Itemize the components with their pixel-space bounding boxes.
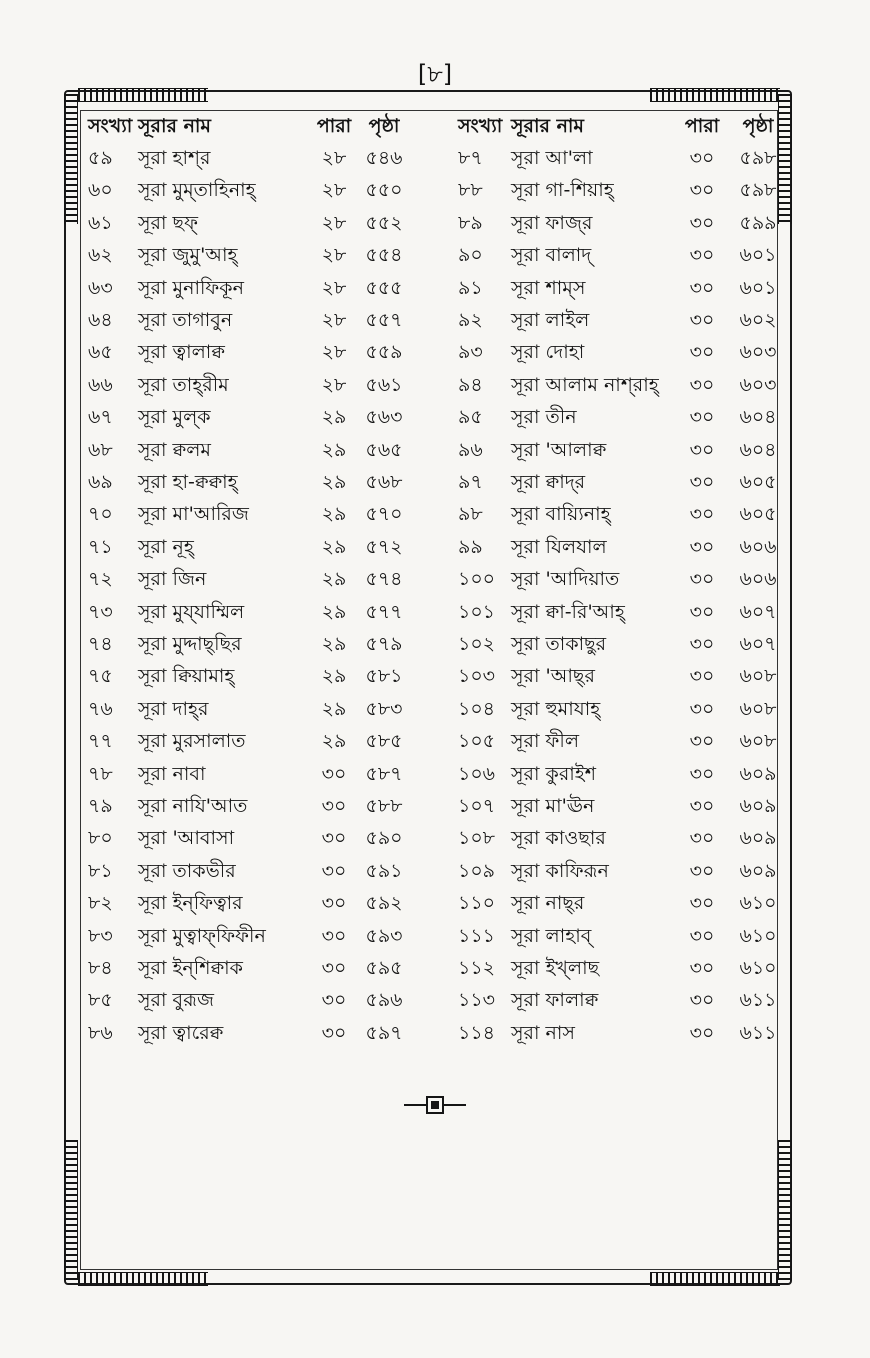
table-row — [0, 725, 870, 757]
surah-name: সূরা কাওছার — [511, 827, 606, 850]
surah-name: সূরা লাইল — [511, 309, 590, 331]
surah-number: ৬৭ — [88, 406, 113, 429]
table-row — [0, 596, 870, 628]
page-number-cell: ৬০৩ — [739, 341, 777, 364]
ornament-bottom-right — [650, 1272, 780, 1286]
surah-name: সূরা বুরূজ — [138, 989, 214, 1012]
surah-number: ১১৪ — [458, 1021, 495, 1044]
page-number-cell: ৬০৭ — [739, 600, 777, 623]
para-number: ২৮ — [321, 211, 347, 234]
para-number: ২৮ — [321, 179, 347, 202]
para-number: ৩০ — [321, 989, 347, 1012]
page-number-cell: ৬০৫ — [739, 471, 777, 493]
surah-name: সূরা মা'আরিজ — [138, 503, 249, 526]
page-number-cell: ৫৯২ — [365, 892, 403, 915]
page-number-cell: ৫৯৮ — [739, 147, 777, 169]
surah-number: ৮৫ — [88, 989, 113, 1012]
surah-number: ১০৫ — [458, 730, 496, 753]
para-number: ২৮ — [321, 373, 347, 396]
table-row — [0, 952, 870, 984]
page-number-cell: ৫৮৭ — [365, 762, 403, 785]
para-number: ৩০ — [689, 665, 715, 688]
para-number: ৩০ — [321, 892, 347, 915]
para-number: ৩০ — [321, 827, 347, 850]
surah-name: সূরা ক্বলম — [138, 438, 211, 461]
page-number-cell: ৫৮৮ — [365, 795, 403, 817]
page-number: [৮] — [417, 60, 453, 88]
surah-number: ৯৪ — [458, 373, 483, 396]
ornament-top-right — [650, 88, 780, 102]
para-number: ৩০ — [689, 503, 715, 526]
surah-number: ১০৩ — [458, 665, 496, 688]
page-number-cell: ৫৯৮ — [739, 179, 777, 202]
page-number-cell: ৬০৯ — [739, 795, 777, 817]
surah-number: ৮০ — [88, 827, 113, 850]
table-row — [0, 822, 870, 854]
surah-number: ৮১ — [88, 859, 113, 882]
table-row — [0, 401, 870, 433]
surah-name: সূরা যিলযাল — [511, 535, 607, 558]
page-number-cell: ৬০৯ — [739, 827, 777, 850]
surah-name: সূরা জুমু'আহ্‌ — [138, 244, 238, 267]
header-para: পারা — [316, 115, 352, 137]
page-number-cell: ৫৬৮ — [365, 471, 403, 493]
para-number: ২৯ — [321, 406, 347, 429]
page-number-cell: ৫৯৫ — [365, 957, 403, 979]
surah-name: সূরা 'আবাসা — [138, 827, 235, 850]
para-number: ২৮ — [321, 244, 347, 267]
surah-number: ১০২ — [458, 633, 496, 655]
page-number-cell: ৫৭০ — [365, 503, 403, 526]
table-row — [0, 693, 870, 725]
page-number-cell: ৫৯৯ — [739, 211, 777, 234]
surah-number: ৯৯ — [458, 535, 483, 558]
para-number: ২৯ — [321, 471, 347, 493]
para-number: ৩০ — [689, 568, 715, 591]
page-number-cell: ৫৮৩ — [365, 697, 403, 720]
surah-name: সূরা আলাম নাশ্‌রাহ্‌ — [511, 373, 659, 396]
para-number: ৩০ — [321, 795, 347, 817]
surah-number: ১০৯ — [458, 859, 496, 882]
surah-number: ৭৪ — [88, 633, 113, 655]
para-number: ৩০ — [689, 276, 715, 299]
page-number-cell: ৫৫৫ — [365, 276, 403, 299]
surah-name: সূরা তাকাছুর — [511, 633, 607, 655]
surah-name: সূরা তীন — [511, 406, 577, 429]
surah-number: ৭২ — [88, 568, 113, 591]
para-number: ৩০ — [689, 892, 715, 915]
surah-name: সূরা 'আলাক্ব — [511, 438, 607, 461]
para-number: ২৮ — [321, 341, 347, 364]
para-number: ৩০ — [321, 762, 347, 785]
surah-name: সূরা লাহাব্‌ — [511, 924, 592, 947]
surah-name: সূরা ফালাক্ব — [511, 989, 599, 1012]
surah-number: ৭৭ — [88, 730, 113, 753]
table-row — [0, 790, 870, 822]
surah-name: সূরা মুনাফিকূন — [138, 276, 244, 299]
page-number-cell: ৫৯৬ — [365, 989, 403, 1012]
surah-number: ৯৫ — [458, 406, 483, 429]
surah-name: সূরা ত্বালাক্ব — [138, 341, 225, 364]
surah-number: ১০১ — [458, 600, 496, 623]
header-surah-name: সূরার নাম — [511, 115, 584, 137]
para-number: ৩০ — [689, 957, 715, 979]
surah-number: ৯৬ — [458, 438, 483, 461]
table-row — [0, 984, 870, 1016]
surah-number: ৫৯ — [88, 147, 113, 169]
surah-name: সূরা ইন্‌ফিত্বার — [138, 892, 243, 915]
surah-number: ৮৩ — [88, 924, 113, 947]
page-number-cell: ৫৬৫ — [365, 438, 403, 461]
surah-number: ৬৯ — [88, 471, 113, 493]
para-number: ২৯ — [321, 600, 347, 623]
page-number-cell: ৬১১ — [739, 1021, 777, 1044]
surah-name: সূরা মা'ঊন — [511, 795, 595, 817]
para-number: ২৮ — [321, 147, 347, 169]
page-number-cell: ৬০৮ — [739, 697, 777, 720]
page-number-cell: ৬১০ — [739, 924, 777, 947]
page-number-cell: ৬১১ — [739, 989, 777, 1012]
surah-name: সূরা তাগাবুন — [138, 309, 233, 331]
surah-number: ৬১ — [88, 211, 113, 234]
surah-name: সূরা কাফিরূন — [511, 859, 609, 882]
page-number-cell: ৬০১ — [739, 276, 777, 299]
para-number: ৩০ — [689, 989, 715, 1012]
table-row — [0, 628, 870, 660]
surah-number: ৬৮ — [88, 438, 113, 461]
para-number: ৩০ — [689, 373, 715, 396]
page-number-cell: ৬০৯ — [739, 859, 777, 882]
surah-number: ৭৩ — [88, 600, 113, 623]
surah-name: সূরা মুয্‌যাম্মিল — [138, 600, 245, 623]
page-number-cell: ৬০৮ — [739, 665, 777, 688]
page-number-cell: ৫৬১ — [365, 373, 403, 396]
surah-name: সূরা মুল্‌ক — [138, 406, 211, 429]
page-number-cell: ৫৮৫ — [365, 730, 403, 753]
surah-name: সূরা তাকভীর — [138, 859, 236, 882]
para-number: ৩০ — [689, 1021, 715, 1044]
para-number: ২৮ — [321, 309, 347, 331]
surah-name: সূরা শাম্‌স — [511, 276, 586, 299]
surah-number: ১০৪ — [458, 697, 496, 720]
para-number: ৩০ — [689, 730, 715, 753]
page-number-cell: ৬০৪ — [739, 406, 777, 429]
surah-name: সূরা আ'লা — [511, 147, 593, 169]
surah-number: ৯৩ — [458, 341, 483, 364]
para-number: ৩০ — [689, 633, 715, 655]
surah-name: সূরা 'আছ্‌র — [511, 665, 595, 688]
surah-number: ৬২ — [88, 244, 113, 267]
surah-name: সূরা নূহ্‌ — [138, 535, 194, 558]
table-header — [0, 110, 870, 142]
table-row — [0, 758, 870, 790]
para-number: ৩০ — [689, 309, 715, 331]
surah-number: ৬৫ — [88, 341, 113, 364]
page-number-cell: ৬১০ — [739, 957, 777, 979]
page-number-cell: ৬০৮ — [739, 730, 777, 753]
surah-number: ৯৭ — [458, 471, 483, 493]
page-number-cell: ৫৭৭ — [365, 600, 403, 623]
para-number: ৩০ — [689, 406, 715, 429]
surah-name: সূরা নাছ্‌র — [511, 892, 585, 915]
surah-name: সূরা ছফ্‌ — [138, 211, 198, 234]
surah-number: ৮৪ — [88, 957, 113, 979]
header-page: পৃষ্ঠা — [368, 115, 400, 137]
surah-number: ৮৮ — [458, 179, 483, 202]
surah-number: ১০৭ — [458, 795, 496, 817]
ornament-left-bottom — [64, 1140, 78, 1280]
page-number-cell: ৫৯৩ — [365, 924, 403, 947]
page-number-cell: ৫৫০ — [365, 179, 403, 202]
header-surah-name: সূরার নাম — [138, 115, 211, 137]
para-number: ৩০ — [689, 827, 715, 850]
surah-name: সূরা নাযি'আত — [138, 795, 248, 817]
ornament-right-bottom — [778, 1140, 792, 1280]
surah-name: সূরা হুমাযাহ্‌ — [511, 697, 601, 720]
page-number-cell: ৫৫৪ — [365, 244, 403, 267]
surah-number: ৯১ — [458, 276, 483, 299]
para-number: ২৯ — [321, 730, 347, 753]
surah-number: ১১১ — [458, 924, 495, 947]
page-number-cell: ৬০১ — [739, 244, 777, 267]
surah-number: ১০৬ — [458, 762, 496, 785]
page-number-cell: ৫৭৪ — [365, 568, 403, 591]
surah-number: ৭০ — [88, 503, 113, 526]
para-number: ২৯ — [321, 438, 347, 461]
surah-number: ৬০ — [88, 179, 113, 202]
para-number: ৩০ — [689, 762, 715, 785]
page-number-cell: ৬০৭ — [739, 633, 777, 655]
surah-name: সূরা তাহ্‌রীম — [138, 373, 229, 396]
table-row — [0, 855, 870, 887]
surah-name: সূরা দাহ্‌র — [138, 697, 209, 720]
surah-name: সূরা ক্বা-রি'আহ্‌ — [511, 600, 625, 623]
surah-name: সূরা বায়্যিনাহ্‌ — [511, 503, 611, 526]
para-number: ৩০ — [689, 147, 715, 169]
table-row — [0, 887, 870, 919]
table-row — [0, 563, 870, 595]
end-ornament — [0, 1096, 870, 1114]
ornament-top-left — [78, 88, 208, 102]
page-number-cell: ৫৯০ — [365, 827, 403, 850]
surah-name: সূরা মুত্বাফ্‌ফিফীন — [138, 924, 266, 947]
table-row — [0, 466, 870, 498]
surah-name: সূরা ফাজ্‌র — [511, 211, 593, 234]
page-number-cell: ৫৭৯ — [365, 633, 403, 655]
header-page: পৃষ্ঠা — [742, 115, 774, 137]
page-number-cell: ৬১০ — [739, 892, 777, 915]
para-number: ৩০ — [689, 244, 715, 267]
page-number-cell: ৫৫৯ — [365, 341, 403, 364]
surah-number: ৮৭ — [458, 147, 483, 169]
para-number: ৩০ — [321, 1021, 347, 1044]
surah-number: ৬৬ — [88, 373, 113, 396]
surah-name: সূরা বালাদ্‌ — [511, 244, 592, 267]
para-number: ৩০ — [689, 211, 715, 234]
para-number: ২৯ — [321, 697, 347, 720]
para-number: ২৯ — [321, 633, 347, 655]
surah-number: ১১২ — [458, 957, 496, 979]
surah-name: সূরা কুরাইশ — [511, 762, 596, 785]
para-number: ৩০ — [689, 859, 715, 882]
surah-number: ৬৪ — [88, 309, 113, 331]
surah-name: সূরা নাবা — [138, 762, 206, 785]
table-row — [0, 336, 870, 368]
para-number: ৩০ — [689, 341, 715, 364]
table-row — [0, 1017, 870, 1049]
table-row — [0, 498, 870, 530]
para-number: ৩০ — [321, 957, 347, 979]
surah-name: সূরা দোহা — [511, 341, 585, 364]
page-number-cell: ৬০৩ — [739, 373, 777, 396]
surah-name: সূরা হা-ক্বক্বাহ্‌ — [138, 471, 238, 493]
table-row — [0, 434, 870, 466]
para-number: ৩০ — [321, 859, 347, 882]
surah-number: ৮৬ — [88, 1021, 113, 1044]
surah-name: সূরা মুম্‌তাহিনাহ্‌ — [138, 179, 256, 202]
surah-number: ৯৮ — [458, 503, 483, 526]
surah-number: ১১৩ — [458, 989, 496, 1012]
surah-name: সূরা ত্বারেক্ব — [138, 1021, 224, 1044]
page-number-cell: ৫৮১ — [365, 665, 403, 688]
para-number: ২৯ — [321, 568, 347, 591]
table-row — [0, 239, 870, 271]
surah-number: ৮২ — [88, 892, 113, 915]
para-number: ৩০ — [689, 179, 715, 202]
surah-number: ৭৫ — [88, 665, 113, 688]
para-number: ৩০ — [689, 697, 715, 720]
page-number-cell: ৬০৯ — [739, 762, 777, 785]
surah-number: ১১০ — [458, 892, 496, 915]
table-row — [0, 531, 870, 563]
surah-name: সূরা ফীল — [511, 730, 580, 753]
table-row — [0, 207, 870, 239]
para-number: ৩০ — [689, 471, 715, 493]
table-row — [0, 272, 870, 304]
surah-number: ৬৩ — [88, 276, 113, 299]
para-number: ৩০ — [689, 535, 715, 558]
header-para: পারা — [684, 115, 720, 137]
para-number: ৩০ — [689, 924, 715, 947]
surah-number: ৭১ — [88, 535, 113, 558]
page-number-cell: ৫৯৭ — [365, 1021, 403, 1044]
surah-name: সূরা গা-শিয়াহ্‌ — [511, 179, 614, 202]
table-row — [0, 304, 870, 336]
surah-name: সূরা ক্বিয়ামাহ্‌ — [138, 665, 235, 688]
header-number: সংখ্যা — [458, 115, 503, 137]
surah-number: ১০০ — [458, 568, 496, 591]
surah-number: ৭৯ — [88, 795, 113, 817]
surah-number: ৮৯ — [458, 211, 483, 234]
surah-number: ৯০ — [458, 244, 483, 267]
surah-name: সূরা হাশ্‌র — [138, 147, 211, 169]
para-number: ৩০ — [689, 795, 715, 817]
page-number-cell: ৫৭২ — [365, 535, 403, 558]
header-number: সংখ্যা — [88, 115, 133, 137]
page-number-cell: ৬০৬ — [739, 568, 777, 591]
table-row — [0, 174, 870, 206]
table-row — [0, 660, 870, 692]
page-number-cell: ৫৪৬ — [365, 147, 403, 169]
para-number: ৩০ — [689, 438, 715, 461]
para-number: ২৯ — [321, 665, 347, 688]
table-row — [0, 920, 870, 952]
surah-name: সূরা ইখ্‌লাছ — [511, 957, 600, 979]
page-number-cell: ৬০৪ — [739, 438, 777, 461]
page-number-cell: ৬০২ — [739, 309, 777, 331]
surah-name: সূরা 'আদিয়াত — [511, 568, 620, 591]
surah-name: সূরা মুদ্দাছ্‌ছির — [138, 633, 242, 655]
page-number-cell: ৬০৬ — [739, 535, 777, 558]
para-number: ২৯ — [321, 535, 347, 558]
surah-number: ৭৮ — [88, 762, 113, 785]
para-number: ২৯ — [321, 503, 347, 526]
para-number: ৩০ — [689, 600, 715, 623]
surah-name: সূরা মুরসালাত — [138, 730, 246, 753]
surah-name: সূরা ইন্‌শিক্বাক — [138, 957, 243, 979]
surah-number: ৯২ — [458, 309, 483, 331]
para-number: ২৮ — [321, 276, 347, 299]
surah-number: ১০৮ — [458, 827, 496, 850]
page-number-cell: ৫৯১ — [365, 859, 403, 882]
surah-name: সূরা ক্বাদ্‌র — [511, 471, 586, 493]
surah-number: ৭৬ — [88, 697, 113, 720]
para-number: ৩০ — [321, 924, 347, 947]
page-number-cell: ৫৬৩ — [365, 406, 403, 429]
surah-name: সূরা জিন — [138, 568, 207, 591]
surah-name: সূরা নাস — [511, 1021, 575, 1044]
page-number-cell: ৬০৫ — [739, 503, 777, 526]
page-number-cell: ৫৫২ — [365, 211, 403, 234]
table-row — [0, 369, 870, 401]
table-row — [0, 142, 870, 174]
ornament-bottom-left — [78, 1272, 208, 1286]
page-number-cell: ৫৫৭ — [365, 309, 403, 331]
